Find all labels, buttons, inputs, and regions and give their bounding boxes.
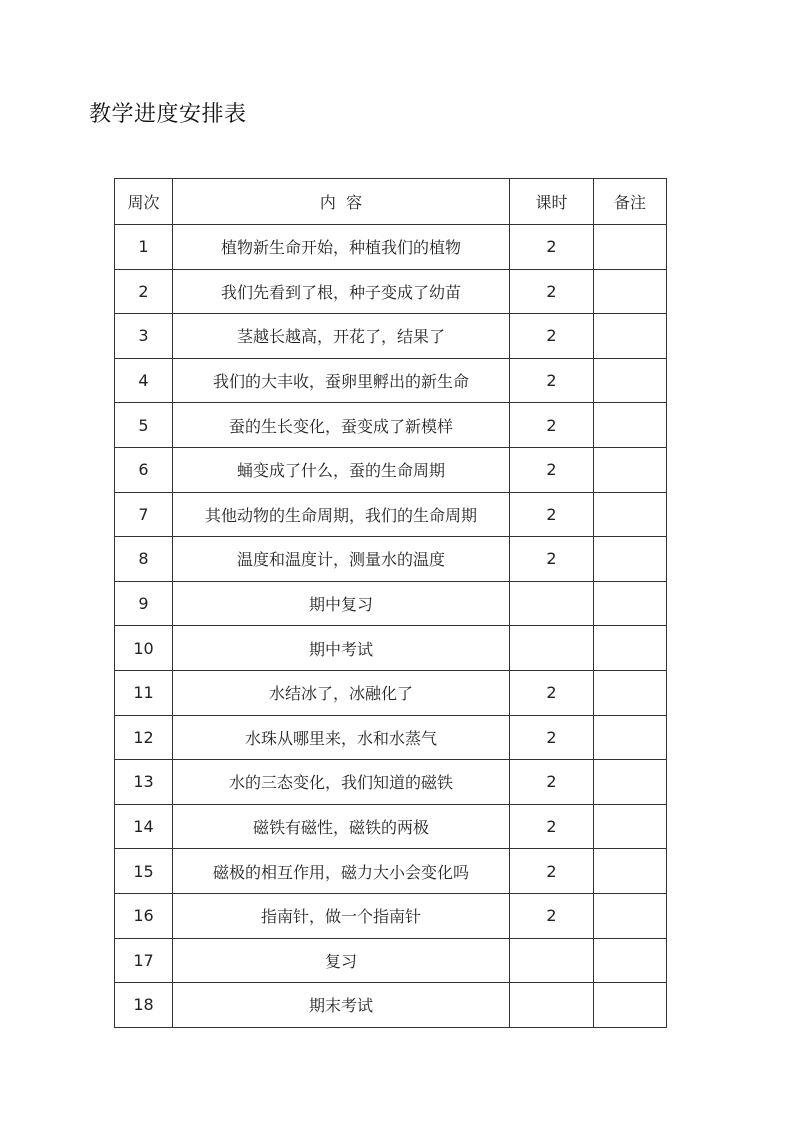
cell-week: 10: [115, 626, 173, 671]
table-row: [115, 537, 667, 582]
cell-week: 3: [115, 314, 173, 359]
table-row: [115, 938, 667, 983]
cell-notes: [594, 581, 667, 626]
table-row: [115, 447, 667, 492]
cell-week: 11: [115, 670, 173, 715]
header-week: 周次: [115, 179, 173, 225]
table-row: [115, 225, 667, 270]
cell-content: 磁极的相互作用，磁力大小会变化吗: [173, 849, 510, 894]
cell-hours: 2: [510, 314, 594, 359]
cell-content: 温度和温度计，测量水的温度: [173, 537, 510, 582]
table-row: [115, 492, 667, 537]
cell-content: 复习: [173, 938, 510, 983]
table-row: [115, 581, 667, 626]
cell-week: 6: [115, 447, 173, 492]
cell-content: 我们的大丰收，蚕卵里孵出的新生命: [173, 358, 510, 403]
cell-content: 茎越长越高，开花了，结果了: [173, 314, 510, 359]
cell-notes: [594, 537, 667, 582]
cell-week: 5: [115, 403, 173, 448]
cell-notes: [594, 492, 667, 537]
cell-hours: 2: [510, 537, 594, 582]
cell-notes: [594, 670, 667, 715]
table-row: [115, 403, 667, 448]
cell-content: 蛹变成了什么，蚕的生命周期: [173, 447, 510, 492]
table-header-row: [115, 179, 667, 225]
cell-content: 水的三态变化，我们知道的磁铁: [173, 760, 510, 805]
cell-notes: [594, 849, 667, 894]
header-hours: 课时: [510, 179, 594, 225]
cell-hours: [510, 983, 594, 1028]
table-row: [115, 314, 667, 359]
cell-content: 蚕的生长变化，蚕变成了新模样: [173, 403, 510, 448]
cell-notes: [594, 938, 667, 983]
cell-week: 8: [115, 537, 173, 582]
cell-content: 其他动物的生命周期，我们的生命周期: [173, 492, 510, 537]
header-notes: 备注: [594, 179, 667, 225]
cell-content: 磁铁有磁性，磁铁的两极: [173, 804, 510, 849]
table-row: [115, 626, 667, 671]
schedule-table: [114, 178, 667, 1028]
table-row: [115, 849, 667, 894]
cell-notes: [594, 626, 667, 671]
cell-hours: 2: [510, 358, 594, 403]
table-row: [115, 893, 667, 938]
table-row: [115, 760, 667, 805]
cell-content: 我们先看到了根，种子变成了幼苗: [173, 269, 510, 314]
cell-week: 7: [115, 492, 173, 537]
cell-hours: 2: [510, 447, 594, 492]
cell-week: 13: [115, 760, 173, 805]
cell-week: 16: [115, 893, 173, 938]
cell-notes: [594, 893, 667, 938]
cell-notes: [594, 403, 667, 448]
cell-notes: [594, 804, 667, 849]
cell-content: 水结冰了，冰融化了: [173, 670, 510, 715]
table-row: [115, 804, 667, 849]
table-row: [115, 358, 667, 403]
cell-hours: 2: [510, 893, 594, 938]
cell-notes: [594, 314, 667, 359]
cell-hours: [510, 626, 594, 671]
cell-notes: [594, 715, 667, 760]
cell-hours: 2: [510, 804, 594, 849]
cell-notes: [594, 760, 667, 805]
cell-hours: 2: [510, 849, 594, 894]
cell-hours: [510, 938, 594, 983]
cell-notes: [594, 447, 667, 492]
cell-week: 2: [115, 269, 173, 314]
cell-notes: [594, 358, 667, 403]
cell-content: 期末考试: [173, 983, 510, 1028]
cell-hours: 2: [510, 269, 594, 314]
cell-notes: [594, 983, 667, 1028]
cell-content: 期中考试: [173, 626, 510, 671]
cell-week: 1: [115, 225, 173, 270]
cell-hours: 2: [510, 760, 594, 805]
cell-week: 17: [115, 938, 173, 983]
table-row: [115, 269, 667, 314]
cell-week: 4: [115, 358, 173, 403]
cell-week: 9: [115, 581, 173, 626]
table-row: [115, 715, 667, 760]
schedule-body: [115, 225, 667, 1028]
cell-hours: 2: [510, 403, 594, 448]
table-row: [115, 983, 667, 1028]
cell-content: 水珠从哪里来，水和水蒸气: [173, 715, 510, 760]
cell-week: 12: [115, 715, 173, 760]
cell-hours: [510, 581, 594, 626]
table-row: [115, 670, 667, 715]
cell-hours: 2: [510, 492, 594, 537]
cell-content: 植物新生命开始，种植我们的植物: [173, 225, 510, 270]
cell-notes: [594, 269, 667, 314]
cell-hours: 2: [510, 225, 594, 270]
cell-hours: 2: [510, 715, 594, 760]
cell-week: 15: [115, 849, 173, 894]
cell-week: 14: [115, 804, 173, 849]
cell-content: 指南针，做一个指南针: [173, 893, 510, 938]
header-content: 内 容: [173, 179, 510, 225]
cell-week: 18: [115, 983, 173, 1028]
cell-hours: 2: [510, 670, 594, 715]
cell-content: 期中复习: [173, 581, 510, 626]
cell-notes: [594, 225, 667, 270]
page-title: 教学进度安排表: [89, 102, 247, 127]
